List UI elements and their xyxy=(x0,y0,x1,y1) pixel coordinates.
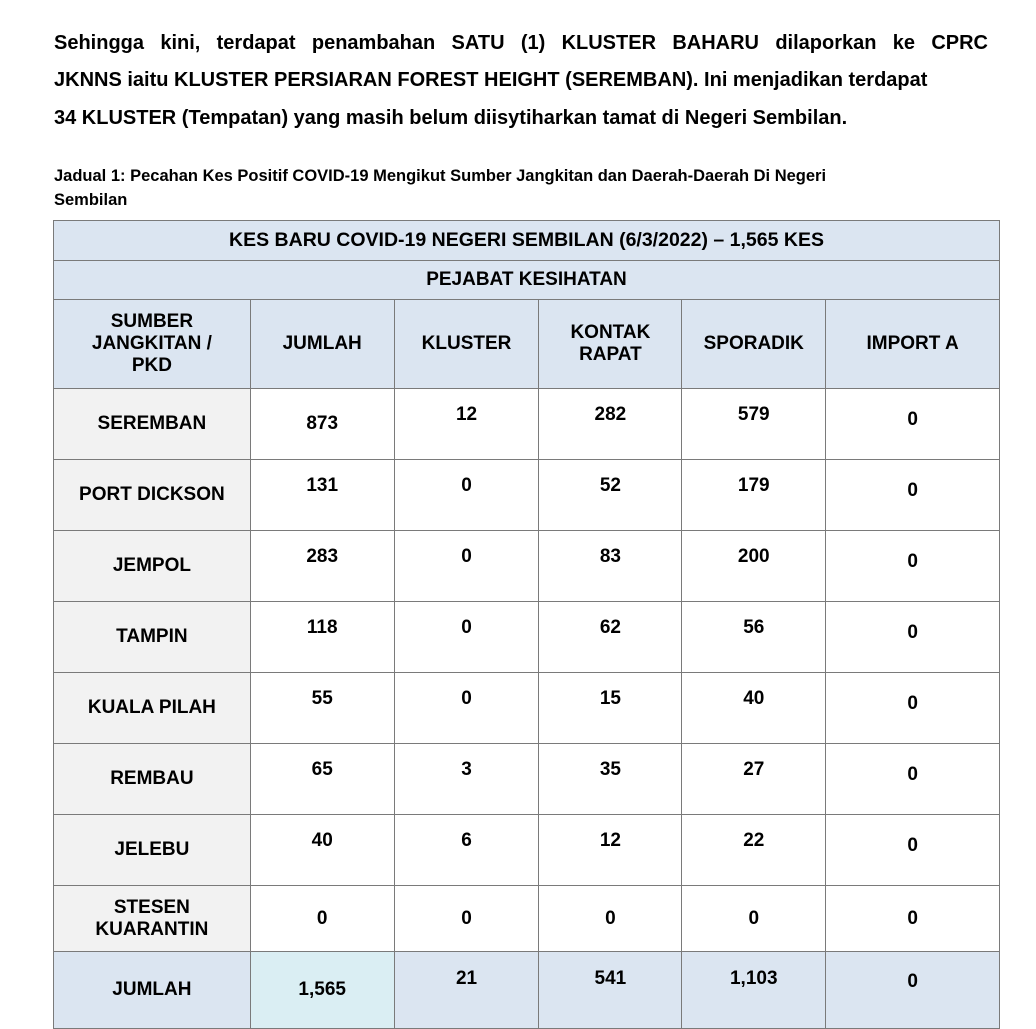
cell-kluster: 12 xyxy=(394,389,539,460)
cell-jumlah: 65 xyxy=(250,744,394,815)
table-row xyxy=(54,531,1000,602)
cell-kontak: 0 xyxy=(539,886,682,952)
cell-sporadik: 56 xyxy=(682,602,826,673)
header-source: SUMBER JANGKITAN / PKD xyxy=(54,300,251,389)
cell-kontak: 62 xyxy=(539,602,682,673)
cell-kluster: 0 xyxy=(394,531,539,602)
cell-district: SEREMBAN xyxy=(54,389,251,460)
cell-sporadik: 0 xyxy=(682,886,826,952)
table-row xyxy=(54,389,1000,460)
total-row xyxy=(54,952,1000,1029)
cell-district: JEMPOL xyxy=(54,531,251,602)
cell-kontak: 52 xyxy=(539,460,682,531)
cell-kluster: 6 xyxy=(394,815,539,886)
cell-sporadik: 179 xyxy=(682,460,826,531)
table-title: KES BARU COVID-19 NEGERI SEMBILAN (6/3/2022) – 1,565 KES xyxy=(54,221,1000,261)
cell-import: 0 xyxy=(826,744,1000,815)
cell-jumlah: 118 xyxy=(250,602,394,673)
intro-line-1: Sehingga kini, terdapat penambahan SATU (1) KLUSTER BAHARU dilaporkan ke CPRC xyxy=(54,32,988,54)
cell-import: 0 xyxy=(826,673,1000,744)
intro-line-3: 34 KLUSTER (Tempatan) yang masih belum diisytiharkan tamat di Negeri Sembilan. xyxy=(54,107,848,129)
header-kluster: KLUSTER xyxy=(394,300,539,389)
cell-sporadik: 22 xyxy=(682,815,826,886)
total-kluster: 21 xyxy=(394,952,539,1029)
cell-kontak: 83 xyxy=(539,531,682,602)
header-import: IMPORT A xyxy=(826,300,1000,389)
table-subtitle: PEJABAT KESIHATAN xyxy=(54,261,1000,300)
cell-import: 0 xyxy=(826,389,1000,460)
cell-import: 0 xyxy=(826,531,1000,602)
cell-kluster: 0 xyxy=(394,673,539,744)
total-import: 0 xyxy=(826,952,1000,1029)
cell-sporadik: 27 xyxy=(682,744,826,815)
column-header-row xyxy=(54,300,1000,389)
cell-jumlah: 283 xyxy=(250,531,394,602)
total-jumlah: 1,565 xyxy=(250,952,394,1029)
total-label: JUMLAH xyxy=(54,952,251,1029)
table-row xyxy=(54,673,1000,744)
cell-import: 0 xyxy=(826,460,1000,531)
caption-line-2: Sembilan xyxy=(54,191,128,209)
table-caption xyxy=(54,164,994,212)
caption-line-1: Jadual 1: Pecahan Kes Positif COVID-19 Mengikut Sumber Jangkitan dan Daerah-Daerah Di Negeri xyxy=(54,167,827,185)
cell-jumlah: 873 xyxy=(250,389,394,460)
cell-kluster: 0 xyxy=(394,602,539,673)
cell-import: 0 xyxy=(826,602,1000,673)
header-kontak-rapat: KONTAK RAPAT xyxy=(539,300,682,389)
table-row xyxy=(54,602,1000,673)
cell-district: TAMPIN xyxy=(54,602,251,673)
cell-kluster: 0 xyxy=(394,460,539,531)
cell-jumlah: 0 xyxy=(250,886,394,952)
table-row xyxy=(54,460,1000,531)
header-jumlah: JUMLAH xyxy=(250,300,394,389)
cell-import: 0 xyxy=(826,886,1000,952)
cell-district: KUALA PILAH xyxy=(54,673,251,744)
cell-district: JELEBU xyxy=(54,815,251,886)
cell-kluster: 0 xyxy=(394,886,539,952)
cell-jumlah: 40 xyxy=(250,815,394,886)
cell-import: 0 xyxy=(826,815,1000,886)
cell-jumlah: 131 xyxy=(250,460,394,531)
cell-sporadik: 200 xyxy=(682,531,826,602)
cell-sporadik: 40 xyxy=(682,673,826,744)
cell-kontak: 15 xyxy=(539,673,682,744)
cell-kluster: 3 xyxy=(394,744,539,815)
cell-sporadik: 579 xyxy=(682,389,826,460)
cell-district: PORT DICKSON xyxy=(54,460,251,531)
covid-cases-table xyxy=(53,220,1000,1029)
table-row xyxy=(54,815,1000,886)
cell-kontak: 282 xyxy=(539,389,682,460)
cell-district: REMBAU xyxy=(54,744,251,815)
table-row xyxy=(54,744,1000,815)
header-sporadik: SPORADIK xyxy=(682,300,826,389)
total-sporadik: 1,103 xyxy=(682,952,826,1029)
cell-kontak: 35 xyxy=(539,744,682,815)
total-kontak: 541 xyxy=(539,952,682,1029)
cell-kontak: 12 xyxy=(539,815,682,886)
table-row xyxy=(54,886,1000,952)
cell-district: STESEN KUARANTIN xyxy=(54,886,251,952)
intro-line-2: JKNNS iaitu KLUSTER PERSIARAN FOREST HEIGHT (SEREMBAN). Ini menjadikan terdapat xyxy=(54,69,928,91)
cell-jumlah: 55 xyxy=(250,673,394,744)
